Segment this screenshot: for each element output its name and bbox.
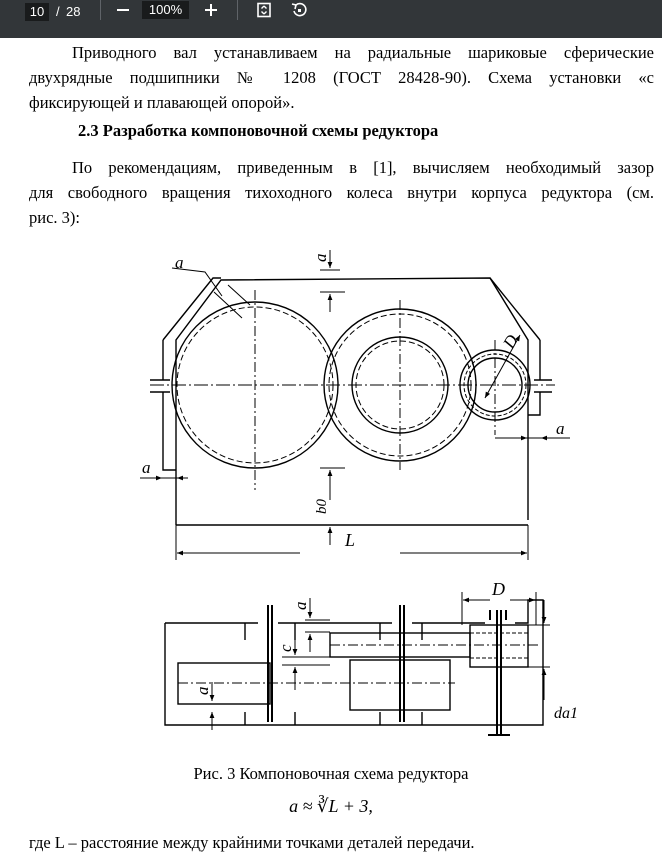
housing-chamfer — [490, 278, 540, 340]
label-c: c — [276, 644, 295, 652]
page-number-input[interactable]: 10 — [25, 3, 49, 21]
figure-caption: Рис. 3 Компоновочная схема редуктора — [193, 764, 469, 783]
minus-icon — [116, 3, 130, 17]
paragraph-line: Приводного вал устанавливаем на радиальные шариковые сферические — [72, 43, 654, 62]
label-a: a — [175, 253, 184, 272]
paragraph-line: двухрядные подшипники № 1208 (ГОСТ 28428-90). Схема установки «с — [29, 68, 654, 87]
zoom-level-input[interactable]: 100% — [142, 1, 189, 19]
paragraph-line: фиксирующей и плавающей опорой». — [29, 93, 295, 112]
fit-to-page-button[interactable] — [252, 0, 276, 20]
toolbar-divider — [237, 0, 238, 20]
zoom-in-button[interactable] — [199, 0, 223, 20]
section-heading: 2.3 Разработка компоновочной схемы редуктора — [78, 121, 439, 140]
shaft-intermediate — [400, 605, 404, 722]
fit-page-icon — [256, 2, 272, 18]
pdf-toolbar — [0, 0, 662, 38]
dim-line — [282, 657, 330, 665]
label-D: D — [492, 579, 505, 599]
label-b0: b0 — [314, 499, 330, 514]
label-a: a — [142, 458, 151, 477]
shaft-high-speed — [488, 610, 510, 735]
label-L: L — [345, 530, 356, 550]
label-D: D — [499, 331, 522, 352]
zoom-out-button[interactable] — [111, 0, 135, 20]
paragraph-line: для свободного вращения тихоходного колеса внутри корпуса редуктора (см. — [29, 183, 654, 202]
centerline-lower — [178, 645, 540, 683]
dim-line — [305, 620, 330, 632]
pinion-section-small — [470, 625, 528, 667]
dim-line — [320, 270, 345, 292]
housing-top — [165, 600, 543, 623]
rotate-button[interactable] — [287, 0, 311, 20]
rotate-icon — [290, 1, 308, 19]
label-a: a — [291, 601, 310, 610]
label-da1: da1 — [554, 705, 578, 722]
gearbox-layout-figure — [138, 240, 588, 750]
paragraph-line: По рекомендациям, приведенным в [1], вычисляем необходимый зазор — [72, 158, 654, 177]
dim-line — [214, 285, 250, 318]
label-a: a — [556, 419, 565, 438]
page-total: 28 — [66, 4, 81, 19]
formula: a ≈ ∛L + 3, — [289, 796, 373, 816]
label-a: a — [193, 686, 212, 695]
paragraph-bearings — [29, 40, 654, 115]
paragraph-line: рис. 3): — [29, 208, 80, 227]
label-a: a — [311, 253, 330, 262]
page-separator: / — [56, 4, 60, 19]
toolbar-divider — [100, 0, 101, 20]
housing-outline — [163, 278, 540, 525]
paragraph-recommendations — [29, 155, 654, 230]
paragraph-line: где L – расстояние между крайними точками деталей передачи. — [29, 833, 475, 852]
dim-line — [528, 625, 550, 667]
plus-icon — [204, 3, 218, 17]
